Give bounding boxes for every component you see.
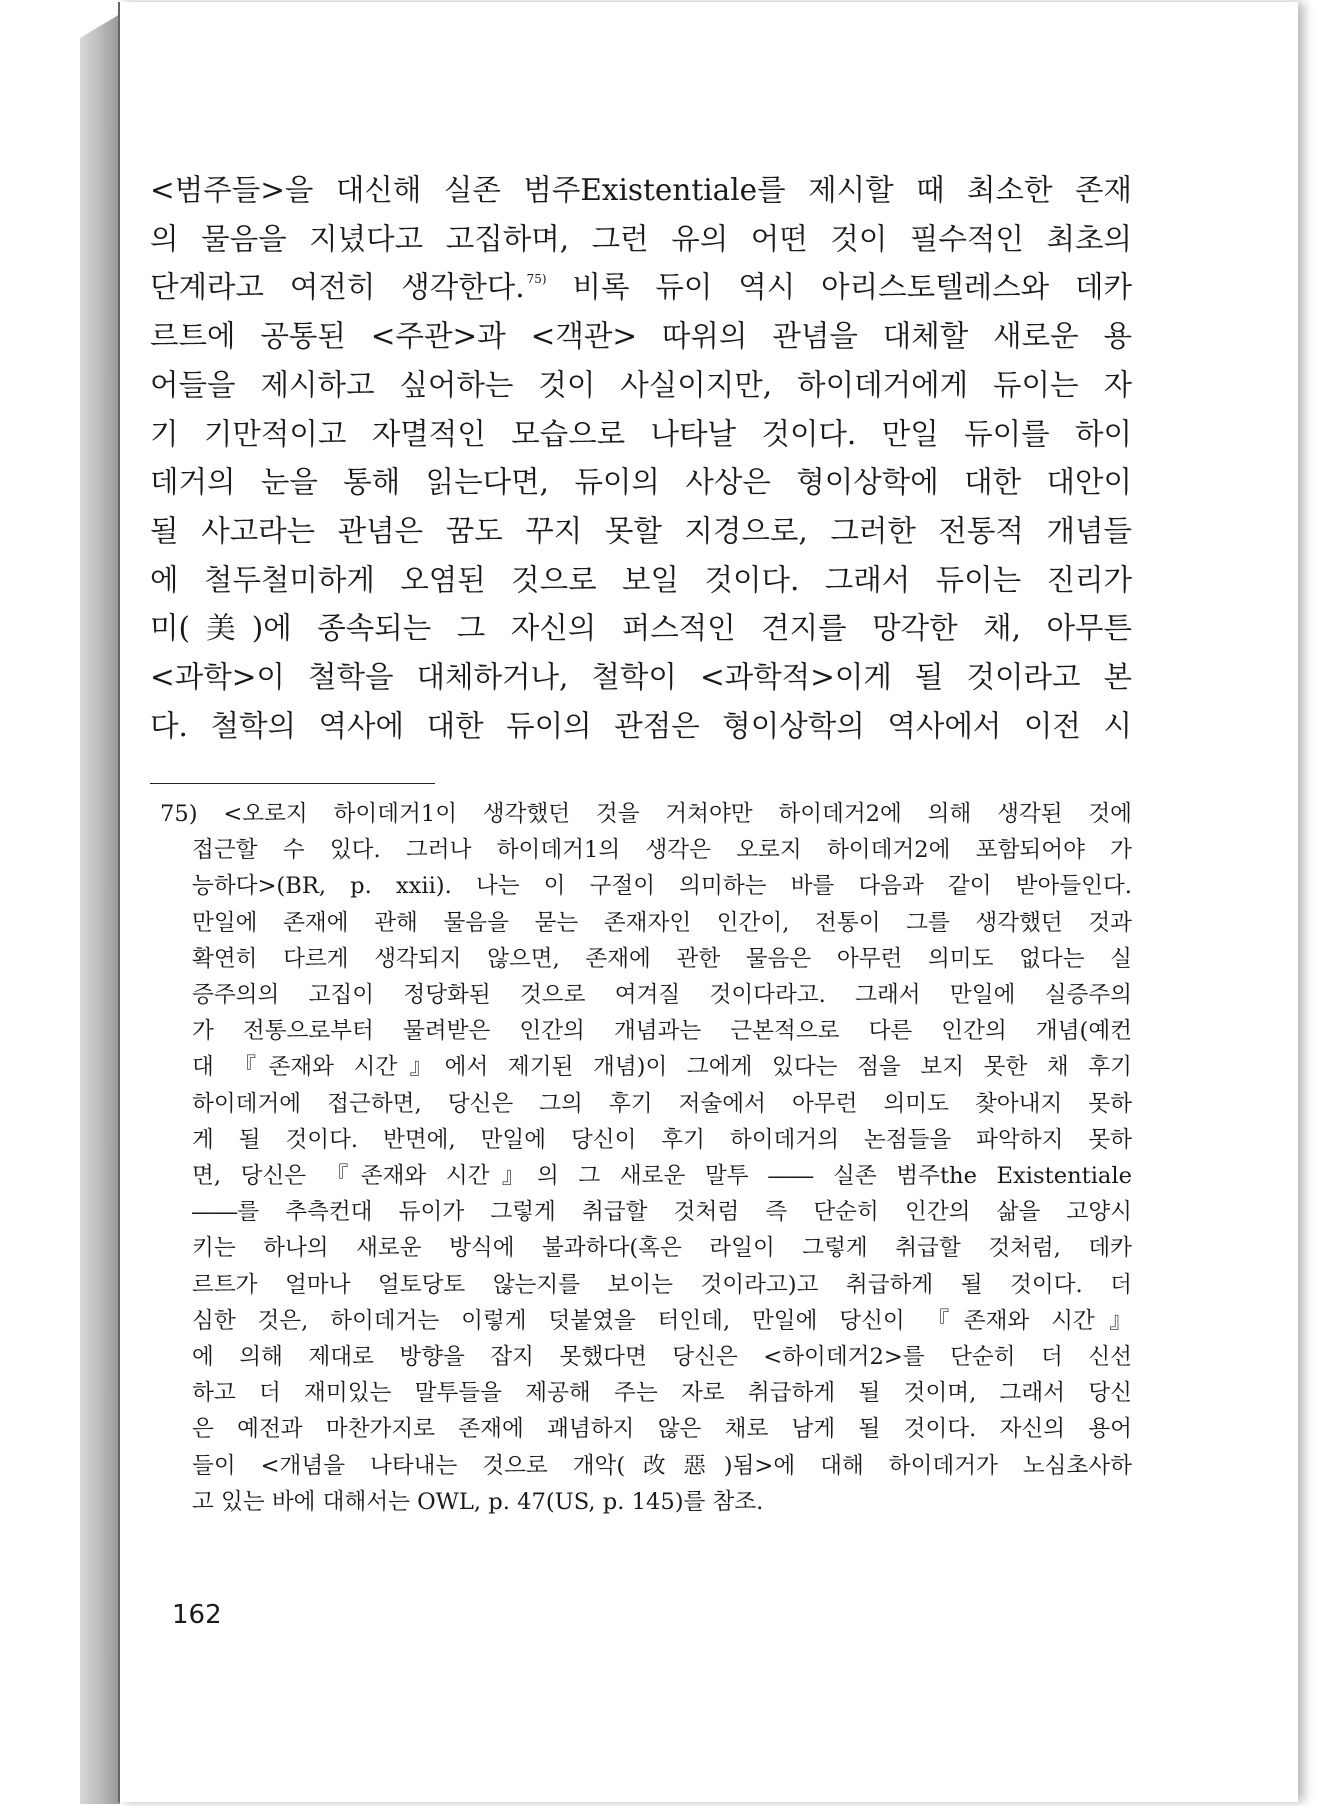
footnote-line: 하고 더 재미있는 말투들을 제공해 주는 자로 취급하게 될 것이며, 그래서 당신 [192,1380,1132,1407]
footnote-line: 증주의의 고집이 정당화된 것으로 여겨질 것이다라고. 그래서 만일에 실증주의 [192,982,1132,1009]
footnote-line: 은 예전과 마찬가지로 존재에 괘념하지 않은 채로 남게 될 것이다. 자신의 용어 [192,1416,1132,1443]
book-spine [80,14,120,1804]
main-body-text [150,166,1132,750]
body-line-start: 단계라고 여전히 생각한다. [150,270,525,305]
body-line: 르트에 공통된 <주관>과 <객관> 따위의 관념을 대체할 새로운 용 [150,319,1132,354]
footnote-line: 접근할 수 있다. 그러나 하이데거1의 생각은 오로지 하이데거2에 포함되어야 가 [192,837,1132,864]
footnote-separator [150,783,435,784]
page-number: 162 [172,1600,222,1630]
footnote-line: 에 의해 제대로 방향을 잡지 못했다면 당신은 <하이데거2>를 단순히 더 신선 [192,1344,1132,1371]
body-line: 에 철두철미하게 오염된 것으로 보일 것이다. 그래서 듀이는 진리가 [150,562,1132,597]
footnote-line: 75) <오로지 하이데거1이 생각했던 것을 거쳐야만 하이데거2에 의해 생각된 것에 [160,801,1132,827]
body-line: 어들을 제시하고 싶어하는 것이 사실이지만, 하이데거에게 듀이는 자 [150,367,1132,402]
footnote-line: 만일에 존재에 관해 물음을 묻는 존재자인 인간이, 전통이 그를 생각했던 것과 [192,909,1132,936]
footnote-line: 게 될 것이다. 반면에, 만일에 당신이 후기 하이데거의 논점들을 파악하지 못하 [192,1126,1132,1153]
footnote-75 [160,796,1132,1520]
footnote-line: 르트가 얼마나 얼토당토 않는지를 보이는 것이라고)고 취급하게 될 것이다. 더 [192,1271,1132,1298]
footnote-line: 확연히 다르게 생각되지 않으면, 존재에 관한 물음은 아무런 의미도 없다는 실 [192,945,1132,972]
body-line: 미(美)에 종속되는 그 자신의 퍼스적인 견지를 망각한 채, 아무튼 [150,611,1132,646]
footnote-line: 들이 <개념을 나타내는 것으로 개악(改惡)됨>에 대해 하이데거가 노심초사하 [192,1452,1132,1479]
body-line: <과학>이 철학을 대체하거나, 철학이 <과학적>이게 될 것이라고 본 [150,660,1132,695]
footnote-line: 면, 당신은 『존재와 시간』의 그 새로운 말투 ―― 실존 범주the Existentiale [192,1163,1132,1190]
body-line: 될 사고라는 관념은 꿈도 꾸지 못할 지경으로, 그러한 전통적 개념들 [150,513,1132,548]
footnote-reference: 75) [526,272,547,287]
body-line: <범주들>을 대신해 실존 범주Existentiale를 제시할 때 최소한 존재 [150,173,1132,207]
footnote-line: 능하다>(BR, p. xxii). 나는 이 구절이 의미하는 바를 다음과 같이 받아들인다. [192,873,1132,900]
body-line: 데거의 눈을 통해 읽는다면, 듀이의 사상은 형이상학에 대한 대안이 [150,465,1132,500]
footnote-line: ――를 추측컨대 듀이가 그렇게 취급할 것처럼 즉 단순히 인간의 삶을 고양시 [192,1199,1132,1226]
footnote-line: 대 『존재와 시간』에서 제기된 개념)이 그에게 있다는 점을 보지 못한 채 후기 [192,1054,1132,1081]
body-line: 기 기만적이고 자멸적인 모습으로 나타날 것이다. 만일 듀이를 하이 [150,416,1132,451]
footnote-line: 가 전통으로부터 물려받은 인간의 개념과는 근본적으로 다른 인간의 개념(예컨 [192,1018,1132,1045]
footnote-line: 하이데거에 접근하면, 당신은 그의 후기 저술에서 아무런 의미도 찾아내지 못하 [192,1090,1132,1117]
body-line: 의 물음을 지녔다고 고집하며, 그런 유의 어떤 것이 필수적인 최초의 [150,221,1132,256]
body-line-with-footnote-ref [150,263,1132,312]
body-line: 다. 철학의 역사에 대한 듀이의 관점은 형이상학의 역사에서 이전 시 [150,708,1132,743]
footnote-line: 키는 하나의 새로운 방식에 불과하다(혹은 라일이 그렇게 취급할 것처럼, 데카 [192,1235,1132,1262]
body-line-end: 비록 듀이 역시 아리스토텔레스와 데카 [572,270,1132,305]
footnote-line: 심한 것은, 하이데거는 이렇게 덧붙였을 터인데, 만일에 당신이 『존재와 시간』 [192,1307,1132,1334]
footnote-line: 고 있는 바에 대해서는 OWL, p. 47(US, p. 145)를 참조. [192,1488,764,1515]
